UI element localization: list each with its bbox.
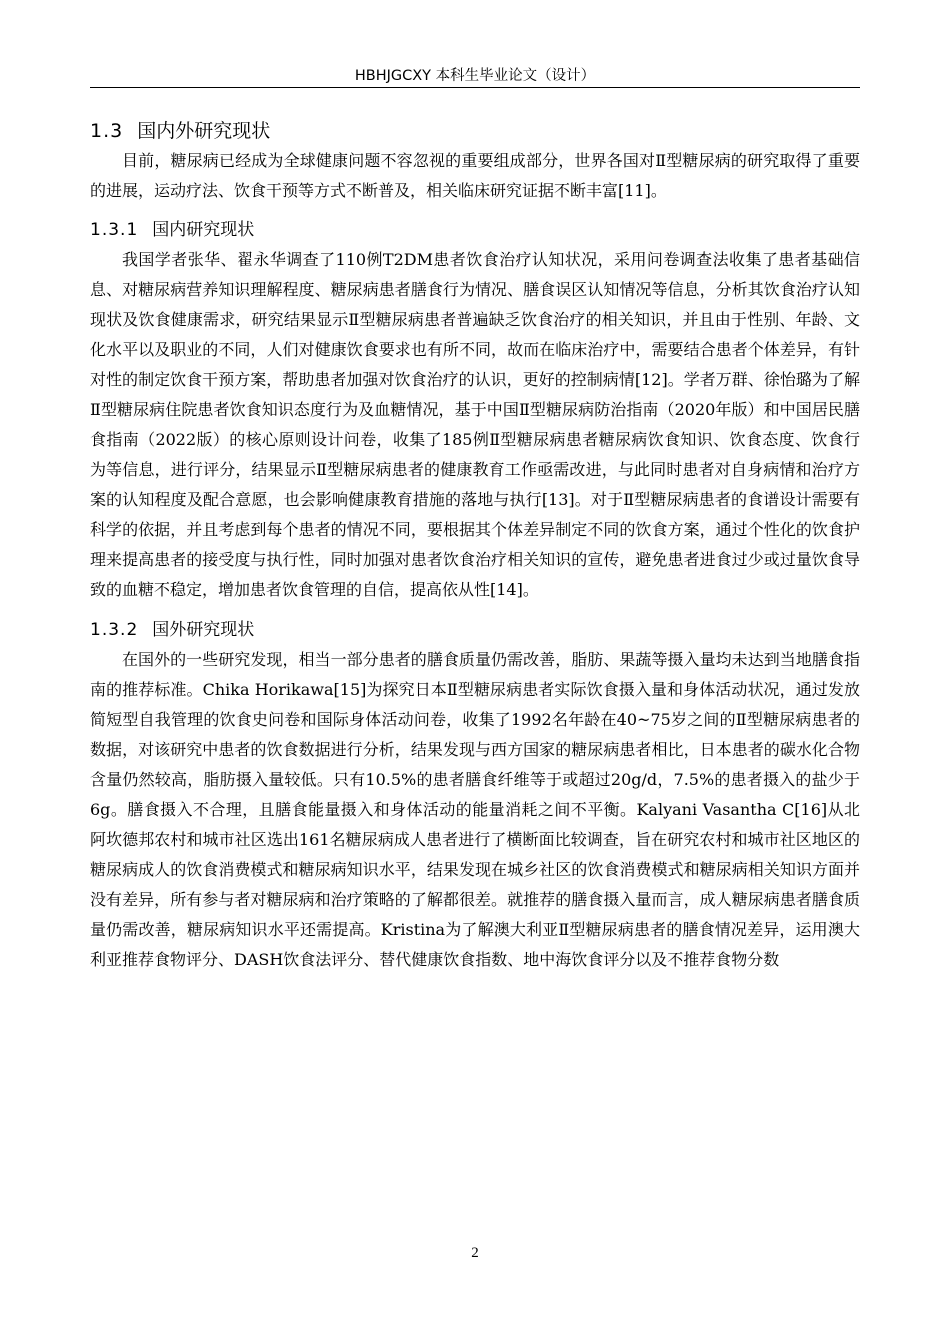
- section-number: 1.3.2: [90, 620, 139, 640]
- section-heading-1-3: [90, 116, 860, 146]
- page-header: [90, 66, 860, 88]
- page-footer: [0, 1245, 950, 1262]
- section-heading-1-3-2: [90, 615, 860, 645]
- section-number: 1.3: [90, 120, 124, 142]
- body-paragraph: 目前，糖尿病已经成为全球健康问题不容忽视的重要组成部分，世界各国对Ⅱ型糖尿病的研究取得了重要的进展，运动疗法、饮食干预等方式不断普及，相关临床研究证据不断丰富[11]。: [90, 151, 860, 200]
- body-paragraph: 在国外的一些研究发现，相当一部分患者的膳食质量仍需改善，脂肪、果蔬等摄入量均未达到当地膳食指南的推荐标准。Chika Horikawa[15]为探究日本Ⅱ型糖尿病患者实际饮食摄入量和身体活动状况，通过发放简短型自我管理的饮食史问卷和国际身体活动问卷，收集了1992名年龄在40~75岁之间的Ⅱ型糖尿病患者的数据，对该研究中患者的饮食数据进行分析，结果发现与西方国家的糖尿病患者相比，日本患者的碳水化合物含量仍然较高，脂肪摄入量较低。只有10.5%的患者膳食纤维等于或超过20g/d，7.5%的患者摄入的盐少于6g。膳食摄入不合理，且膳食能量摄入和身体活动的能量消耗之间不平衡。Kalyani Vasantha C[16]从北阿坎德邦农村和城市社区选出161名糖尿病成人患者进行了横断面比较调查，旨在研究农村和城市社区地区的糖尿病成人的饮食消费模式和糖尿病知识水平，结果发现在城乡社区的饮食消费模式和糖尿病相关知识方面并没有差异，所有参与者对糖尿病和治疗策略的了解都很差。就推荐的膳食摄入量而言，成人糖尿病患者膳食质量仍需改善，糖尿病知识水平还需提高。Kristina为了解澳大利亚Ⅱ型糖尿病患者的膳食情况差异，运用澳大利亚推荐食物评分、DASH饮食法评分、替代健康饮食指数、地中海饮食评分以及不推荐食物分数: [90, 650, 860, 969]
- page-body: [90, 116, 860, 975]
- header-title: HBHJGCXY 本科生毕业论文（设计）: [354, 68, 596, 84]
- body-paragraph: 我国学者张华、翟永华调查了110例T2DM患者饮食治疗认知状况，采用问卷调查法收集了患者基础信息、对糖尿病营养知识理解程度、糖尿病患者膳食行为情况、膳食误区认知情况等信息，分析其饮食治疗认知现状及饮食健康需求，研究结果显示Ⅱ型糖尿病患者普遍缺乏饮食治疗的相关知识，并且由于性别、年龄、文化水平以及职业的不同，人们对健康饮食要求也有所不同，故而在临床治疗中，需要结合患者个体差异，有针对性的制定饮食干预方案，帮助患者加强对饮食治疗的认识，更好的控制病情[12]。学者万群、徐怡璐为了解Ⅱ型糖尿病住院患者饮食知识态度行为及血糖情况，基于中国Ⅱ型糖尿病防治指南（2020年版）和中国居民膳食指南（2022版）的核心原则设计问卷，收集了185例Ⅱ型糖尿病患者糖尿病饮食知识、饮食态度、饮食行为等信息，进行评分，结果显示Ⅱ型糖尿病患者的健康教育工作亟需改进，与此同时患者对自身病情和治疗方案的认知程度及配合意愿，也会影响健康教育措施的落地与执行[13]。对于Ⅱ型糖尿病患者的食谱设计需要有科学的依据，并且考虑到每个患者的情况不同，要根据其个体差异制定不同的饮食方案，通过个性化的饮食护理来提高患者的接受度与执行性，同时加强对患者饮食治疗相关知识的宣传，避免患者进食过少或过量饮食导致的血糖不稳定，增加患者饮食管理的自信，提高依从性[14]。: [90, 250, 860, 599]
- section-heading-1-3-1: [90, 215, 860, 245]
- section-title: 国内研究现状: [152, 220, 255, 240]
- page-number: 2: [471, 1245, 479, 1261]
- section-title: 国外研究现状: [152, 620, 255, 640]
- section-number: 1.3.1: [90, 220, 139, 240]
- section-title: 国内外研究现状: [137, 120, 271, 142]
